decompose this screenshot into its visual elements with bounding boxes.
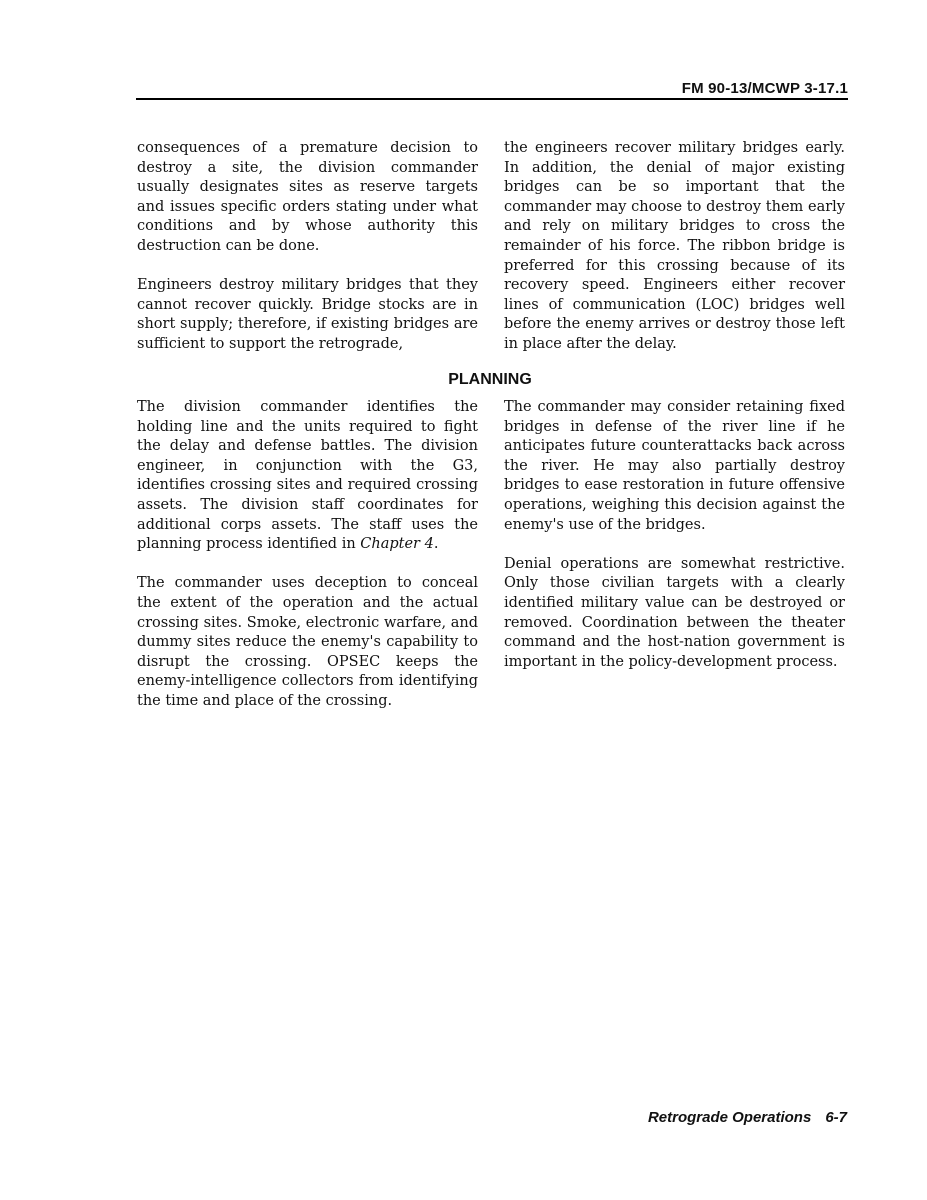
paragraph: Engineers destroy military bridges that they cannot recover quickly. Bridge stocks are in short supply; therefore, if existing bridges are sufficient to support the retrograde,	[137, 277, 478, 352]
paragraph: consequences of a premature decision to destroy a site, the division commander usually designates sites as reserve targets and issues specific orders stating under what conditions and by whose authority this destruction can be done.	[137, 140, 478, 254]
chapter-title: Retrograde Operations	[647, 1109, 812, 1126]
header-rule	[136, 98, 848, 100]
paragraph: the engineers recover military bridges early. In addition, the denial of major existing bridges can be so important that the commander may choose to destroy them early and rely on military bridges to cross the remainder of his force. The ribbon bridge is preferred for this crossing because of its recovery speed. Engineers either recover lines of communication (LOC) bridges well before the enemy arrives or destroy those left in place after the delay.	[504, 140, 845, 352]
section1-left-column	[137, 139, 478, 355]
document-id: FM 90-13/MCWP 3-17.1	[681, 80, 848, 97]
section-heading: PLANNING	[448, 371, 532, 388]
paragraph	[137, 398, 478, 555]
page-footer	[648, 1109, 847, 1126]
paragraph-end: .	[433, 536, 439, 553]
paragraph: The commander uses deception to conceal the extent of the operation and the actual crossing sites. Smoke, electronic warfare, and dummy sites reduce the enemy's capability to disrupt the crossing. OPSEC keeps the enemy-intelligence collectors from identifying the time and place of the crossing.	[137, 575, 478, 709]
paragraph-text: The division commander identifies the holding line and the units required to fight the delay and defense battles. The division engineer, in conjunction with the G3, identifies crossing sites and required crossing assets. The division staff coordinates for additional corps assets. The staff uses the planning process identified in	[137, 399, 478, 553]
page-number: 6-7	[825, 1109, 847, 1126]
planning-left-column	[137, 398, 478, 712]
section1-right-column	[504, 139, 845, 355]
planning-right-column	[504, 398, 845, 672]
chapter-reference: Chapter 4	[360, 536, 434, 553]
paragraph: Denial operations are somewhat restrictive. Only those civilian targets with a clearly identified military value can be destroyed or removed. Coordination between the theater command and the host-nation government is important in the policy-development process.	[504, 555, 845, 670]
paragraph: The commander may consider retaining fixed bridges in defense of the river line if he anticipates future counterattacks back across the river. He may also partially destroy bridges to ease restoration in future offensive operations, weighing this decision against the enemy's use of the bridges.	[504, 399, 845, 533]
